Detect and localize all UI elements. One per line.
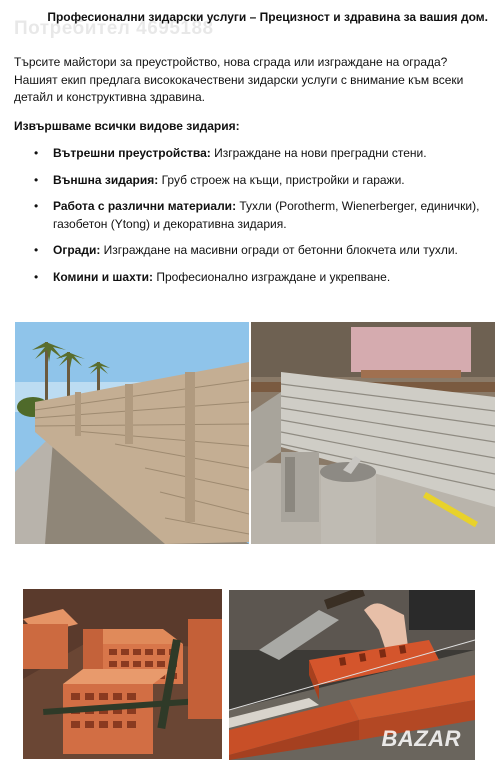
- service-desc: Тухли (Porotherm, Wienerberger, единички), газобетон (Ytong) и декоративна зидария.: [53, 199, 480, 231]
- services-list: [14, 145, 486, 295]
- bullet-icon: •: [34, 172, 39, 187]
- bullet-icon: •: [34, 146, 39, 160]
- service-desc: Изграждане на масивни огради от бетонни блокчета или тухли.: [100, 243, 458, 257]
- list-item: [14, 145, 486, 163]
- photo-block-fence: [15, 322, 249, 544]
- service-term: Работа с различни материали:: [53, 199, 237, 213]
- service-desc: Професионално изграждане и укрепване.: [153, 269, 391, 284]
- list-item: [14, 172, 486, 190]
- service-term: Вътрешни преустройства:: [53, 146, 211, 160]
- bullet-icon: •: [34, 269, 39, 284]
- list-item: [14, 242, 486, 260]
- service-term: Комини и шахти:: [53, 269, 154, 284]
- intro-paragraph: Търсите майстори за преустройство, нова сграда или изграждане на ограда? Нашият екип предлага висококачествени зидарски услуги с внимание към всеки детайл и конструктивна здравина.: [14, 55, 464, 104]
- bazar-logo: BAZAR: [381, 726, 461, 751]
- service-term: Огради:: [53, 243, 101, 257]
- service-term: Външна зидария:: [53, 172, 159, 187]
- bullet-icon: •: [34, 199, 39, 213]
- watermark: Потребител 4695188: [14, 18, 214, 39]
- photo-clay-blocks: [23, 589, 222, 759]
- photo-bricklaying: [229, 590, 475, 760]
- service-desc: Изграждане на нови преградни стени.: [210, 146, 427, 160]
- photo-block-wall-construction: [251, 322, 495, 544]
- list-item: [14, 198, 486, 233]
- page-title: Професионални зидарски услуги – Прецизност и здравина за вашия дом.: [47, 10, 488, 24]
- services-heading: Извършваме всички видове зидария:: [14, 119, 240, 133]
- bullet-icon: •: [34, 243, 39, 257]
- service-desc: Груб строеж на къщи, пристройки и гаражи.: [158, 172, 405, 187]
- list-item: [14, 269, 486, 287]
